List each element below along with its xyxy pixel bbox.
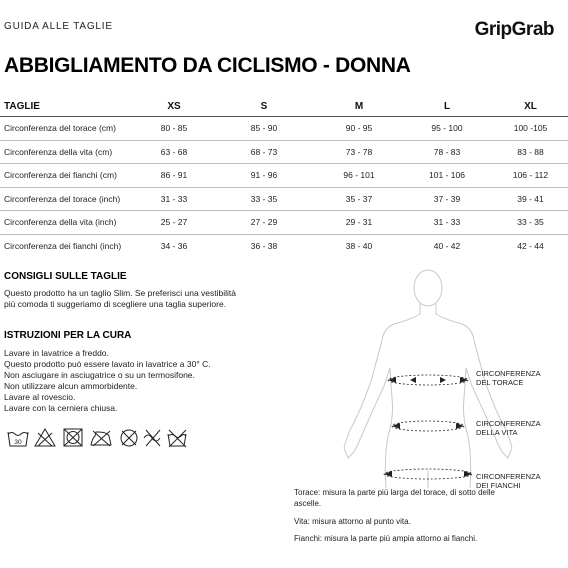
chest-measure-line [388, 375, 468, 385]
table-cell: 83 - 88 [493, 140, 568, 164]
table-cell: 37 - 39 [401, 187, 493, 211]
chest-label [476, 369, 541, 387]
care-line: Questo prodotto può essere lavato in lavatrice a 30° C. [4, 359, 211, 369]
care-symbols [6, 426, 191, 450]
hips-note: Fianchi: misura la parte più ampia attorno ai fianchi. [294, 534, 478, 543]
table-header-s: S [211, 96, 317, 117]
table-row [0, 234, 568, 257]
table-cell: 96 - 101 [317, 164, 401, 188]
table-header-row [0, 96, 568, 117]
advice-heading: CONSIGLI SULLE TAGLIE [4, 271, 127, 282]
table-cell: 78 - 83 [401, 140, 493, 164]
chest-note-line: Torace: misura la parte più larga del torace, di sotto delle [294, 488, 495, 497]
no-wring-icon [144, 430, 160, 446]
care-text [4, 348, 211, 414]
care-line: Lavare al rovescio. [4, 392, 76, 402]
care-heading: ISTRUZIONI PER LA CURA [4, 330, 132, 341]
hips-label-line: DEI FIANCHI [476, 481, 521, 490]
table-cell: 31 - 33 [401, 211, 493, 235]
waist-label-line: CIRCONFERENZA [476, 419, 541, 428]
table-cell: 85 - 90 [211, 117, 317, 141]
no-bleach-icon [35, 429, 55, 446]
table-cell: 27 - 29 [211, 211, 317, 235]
table-header-m: M [317, 96, 401, 117]
table-header-xl: XL [493, 96, 568, 117]
no-tumble-dry-icon [64, 429, 82, 446]
chest-label-line: DEL TORACE [476, 378, 524, 387]
row-label: Circonferenza dei fianchi (inch) [4, 240, 122, 251]
care-line: Non asciugare in asciugatrice o su un termosifone. [4, 370, 195, 380]
table-cell: 95 - 100 [401, 117, 493, 141]
advice-line: più comoda ti suggeriamo di scegliere una taglia superiore. [4, 299, 227, 309]
table-row [0, 117, 568, 141]
table-cell: 106 - 112 [493, 164, 568, 188]
table-header-l: L [401, 96, 493, 117]
table-header-taglie: TAGLIE [0, 96, 137, 117]
waist-note: Vita: misura attorno al punto vita. [294, 517, 411, 526]
wash-temp-label: 30 [14, 439, 22, 446]
table-cell: 31 - 33 [137, 187, 211, 211]
size-table [0, 96, 568, 257]
table-cell: 91 - 96 [211, 164, 317, 188]
table-row [0, 187, 568, 211]
table-row [0, 164, 568, 188]
table-cell: 34 - 36 [160, 240, 188, 251]
no-iron-icon [91, 431, 111, 446]
table-cell: 38 - 40 [345, 240, 373, 251]
table-header-xs: XS [137, 96, 211, 117]
table-row [0, 140, 568, 164]
table-cell: 42 - 44 [517, 240, 544, 251]
guide-label: GUIDA ALLE TAGLIE [4, 21, 113, 32]
table-cell: 36 - 38 [250, 240, 278, 251]
chest-label-line: CIRCONFERENZA [476, 369, 541, 378]
page-title: ABBIGLIAMENTO DA CICLISMO - DONNA [4, 54, 411, 77]
table-cell: 25 - 27 [137, 211, 211, 235]
waist-label-line: DELLA VITA [476, 428, 518, 437]
care-line: Lavare con la cerniera chiusa. [4, 403, 118, 413]
table-cell: 33 - 35 [211, 187, 317, 211]
row-label: Circonferenza del torace (inch) [0, 187, 137, 211]
row-label: Circonferenza del torace (cm) [0, 117, 137, 141]
wash-30-icon [8, 432, 28, 446]
brand-logo: GripGrab [474, 19, 554, 40]
table-cell: 40 - 42 [433, 240, 461, 251]
care-line: Lavare in lavatrice a freddo. [4, 348, 109, 358]
row-label: Circonferenza della vita (cm) [0, 140, 137, 164]
care-line: Non utilizzare alcun ammorbidente. [4, 381, 138, 391]
advice-text [4, 288, 236, 310]
table-cell: 100 -105 [493, 117, 568, 141]
no-softener-icon [168, 430, 186, 447]
hips-label-line: CIRCONFERENZA [476, 472, 541, 481]
chest-note [294, 487, 564, 509]
chest-note-line: ascelle. [294, 499, 322, 508]
row-label: Circonferenza dei fianchi (cm) [0, 164, 137, 188]
advice-line: Questo prodotto ha un taglio Slim. Se preferisci una vestibilità [4, 288, 236, 298]
waist-label [476, 419, 541, 437]
table-row [0, 211, 568, 235]
row-label: Circonferenza della vita (inch) [0, 211, 137, 235]
table-cell: 90 - 95 [317, 117, 401, 141]
table-cell: 29 - 31 [317, 211, 401, 235]
table-cell: 101 - 106 [401, 164, 493, 188]
waist-measure-line [392, 421, 464, 431]
table-cell: 39 - 41 [493, 187, 568, 211]
table-cell: 63 - 68 [137, 140, 211, 164]
table-cell: 80 - 85 [137, 117, 211, 141]
table-cell: 68 - 73 [211, 140, 317, 164]
table-cell: 35 - 37 [317, 187, 401, 211]
table-cell: 73 - 78 [317, 140, 401, 164]
measure-arrows [384, 377, 472, 477]
table-cell: 86 - 91 [137, 164, 211, 188]
no-dry-clean-icon [121, 430, 137, 446]
table-cell: 33 - 35 [493, 211, 568, 235]
